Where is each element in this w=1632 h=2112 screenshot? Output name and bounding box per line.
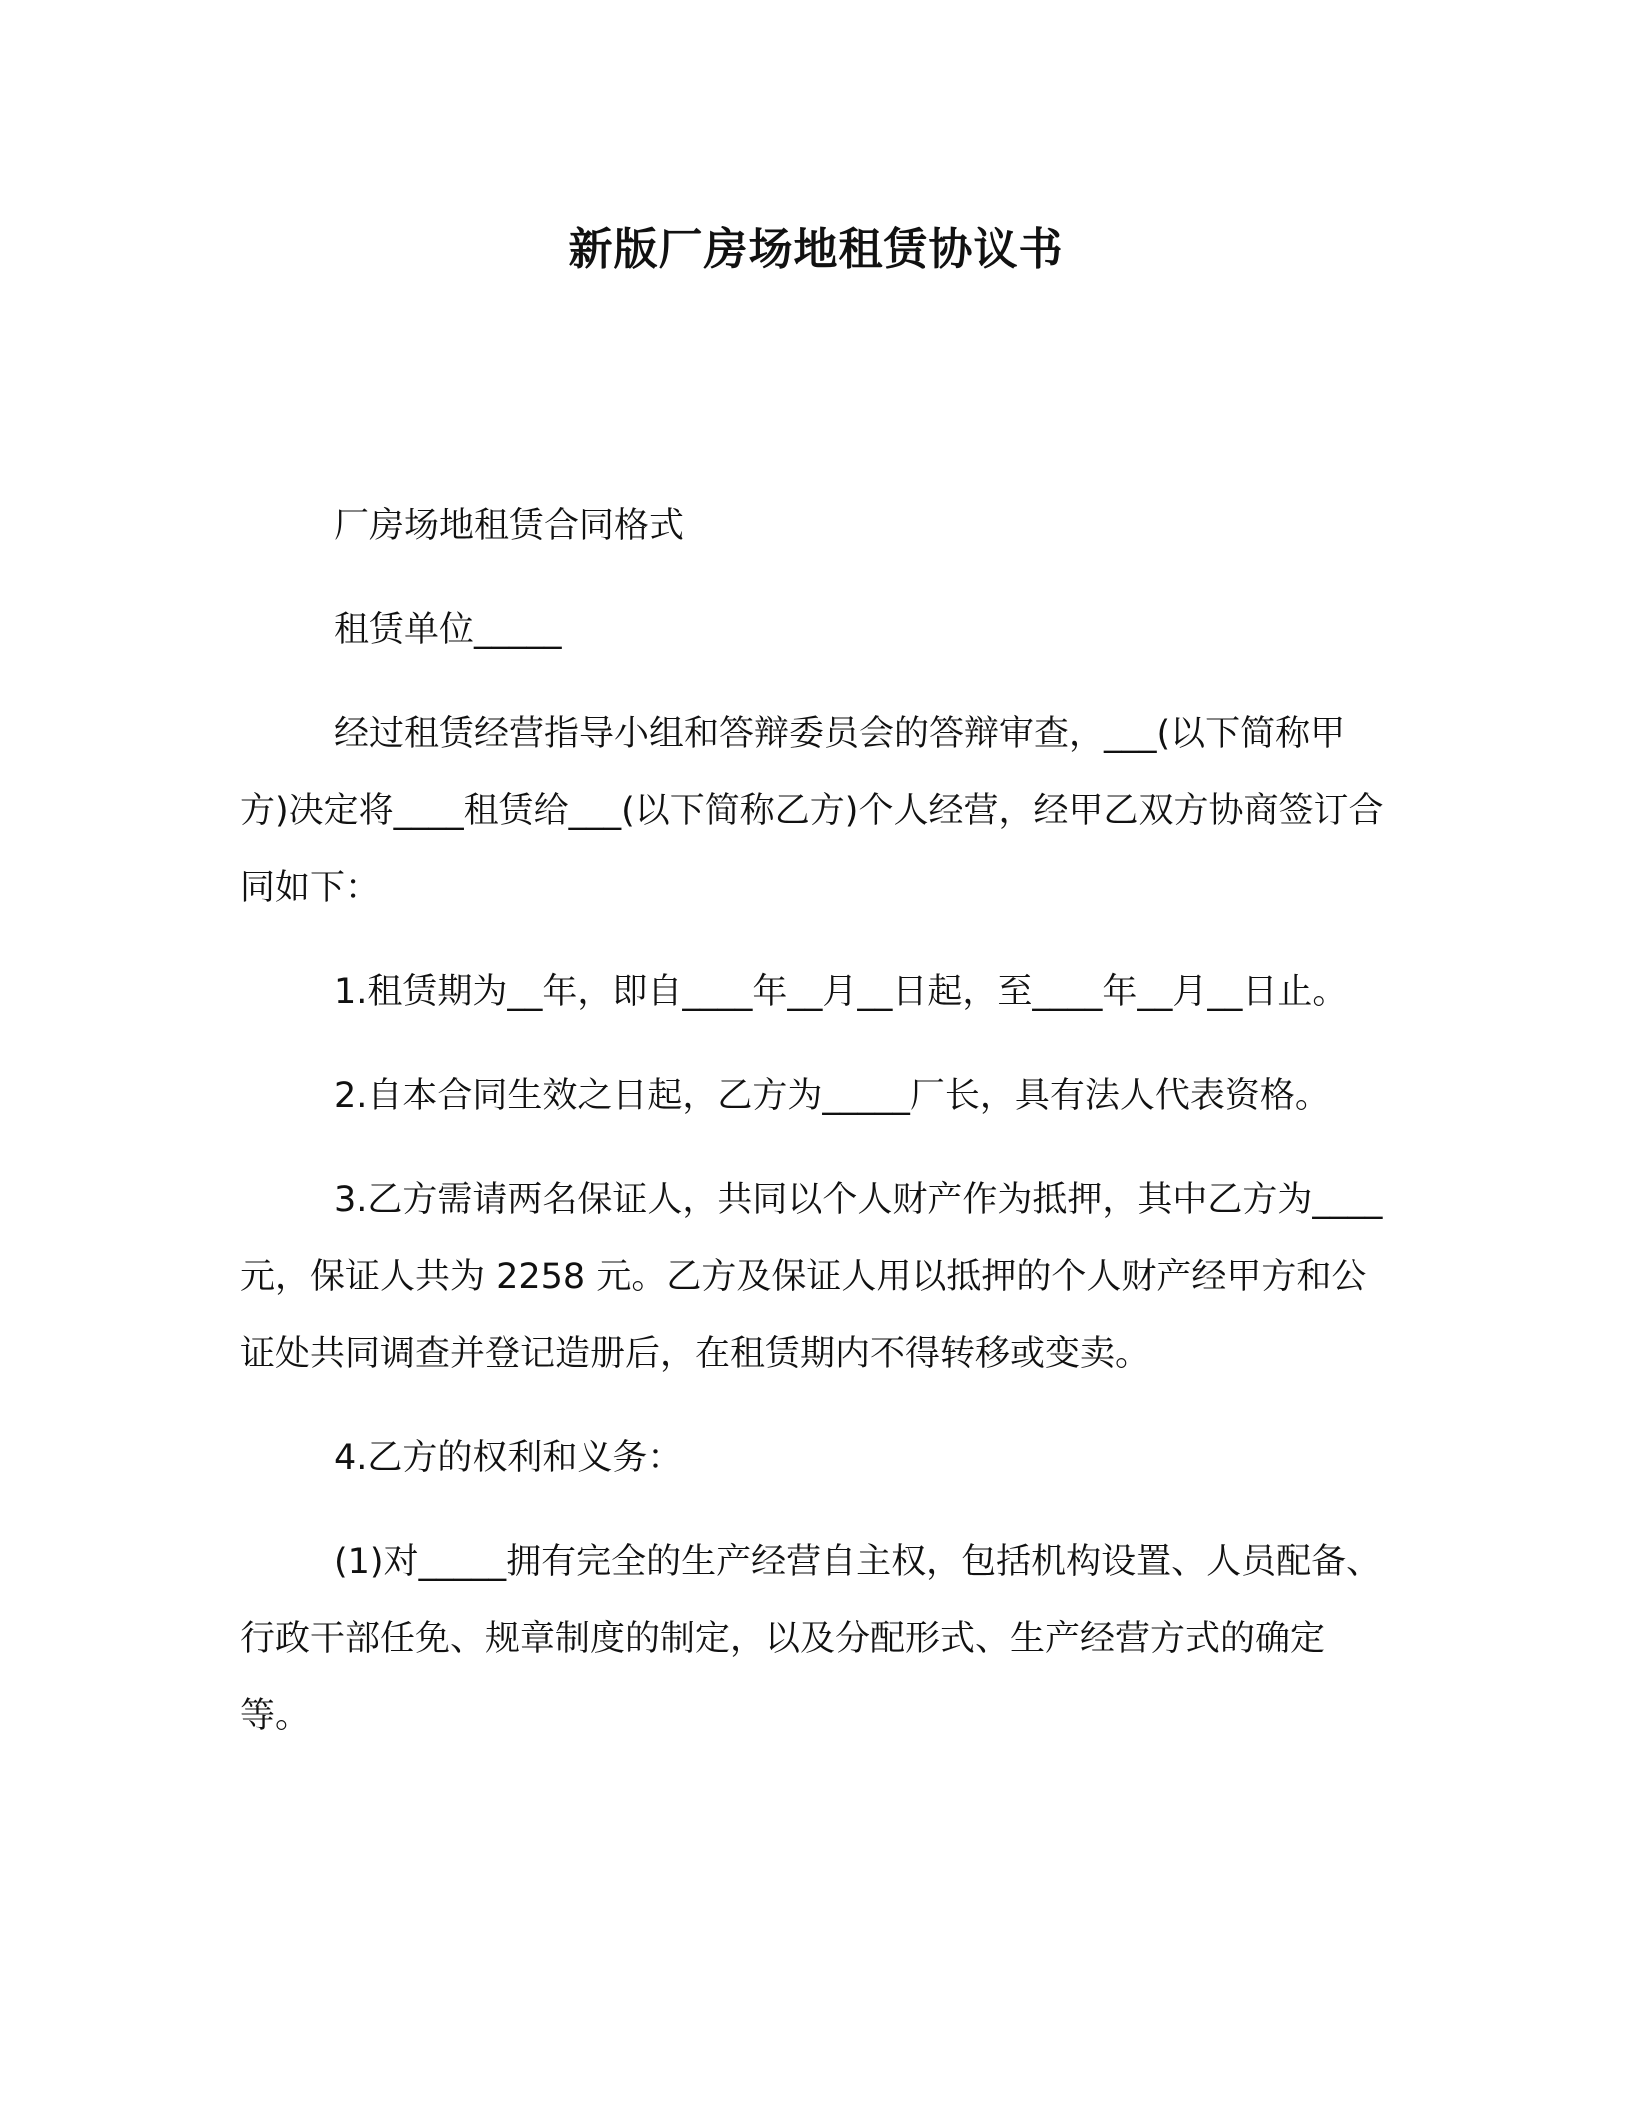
document-body (240, 488, 1390, 1782)
paragraph-clause-4: 4.乙方的权利和义务： (334, 1438, 683, 1478)
paragraph-clause-3: 3.乙方需请两名保证人，共同以个人财产作为抵押，其中乙方为____元，保证人共为 2258 元。乙方及保证人用以抵押的个人财产经甲方和公证处共同调查并登记造册后，在租赁期内不得转移或变卖。 (240, 1180, 1383, 1374)
document-title: 新版厂房场地租赁协议书 (568, 224, 1064, 275)
paragraph-clause-1: 1.租赁期为__年，即自____年__月__日起，至____年__月__日止。 (334, 972, 1348, 1012)
paragraph-clause-2: 2.自本合同生效之日起，乙方为_____厂长，具有法人代表资格。 (334, 1076, 1330, 1116)
paragraph-preamble: 经过租赁经营指导小组和答辩委员会的答辩审查，___(以下简称甲方)决定将____租赁给___(以下简称乙方)个人经营，经甲乙双方协商签订合同如下： (240, 714, 1384, 908)
paragraph-clause-4-1: (1)对_____拥有完全的生产经营自主权，包括机构设置、人员配备、行政干部任免、规章制度的制定，以及分配形式、生产经营方式的确定等。 (240, 1542, 1382, 1736)
paragraph-lessee-unit: 租赁单位_____ (334, 610, 562, 650)
paragraph-subtitle: 厂房场地租赁合同格式 (334, 506, 685, 546)
